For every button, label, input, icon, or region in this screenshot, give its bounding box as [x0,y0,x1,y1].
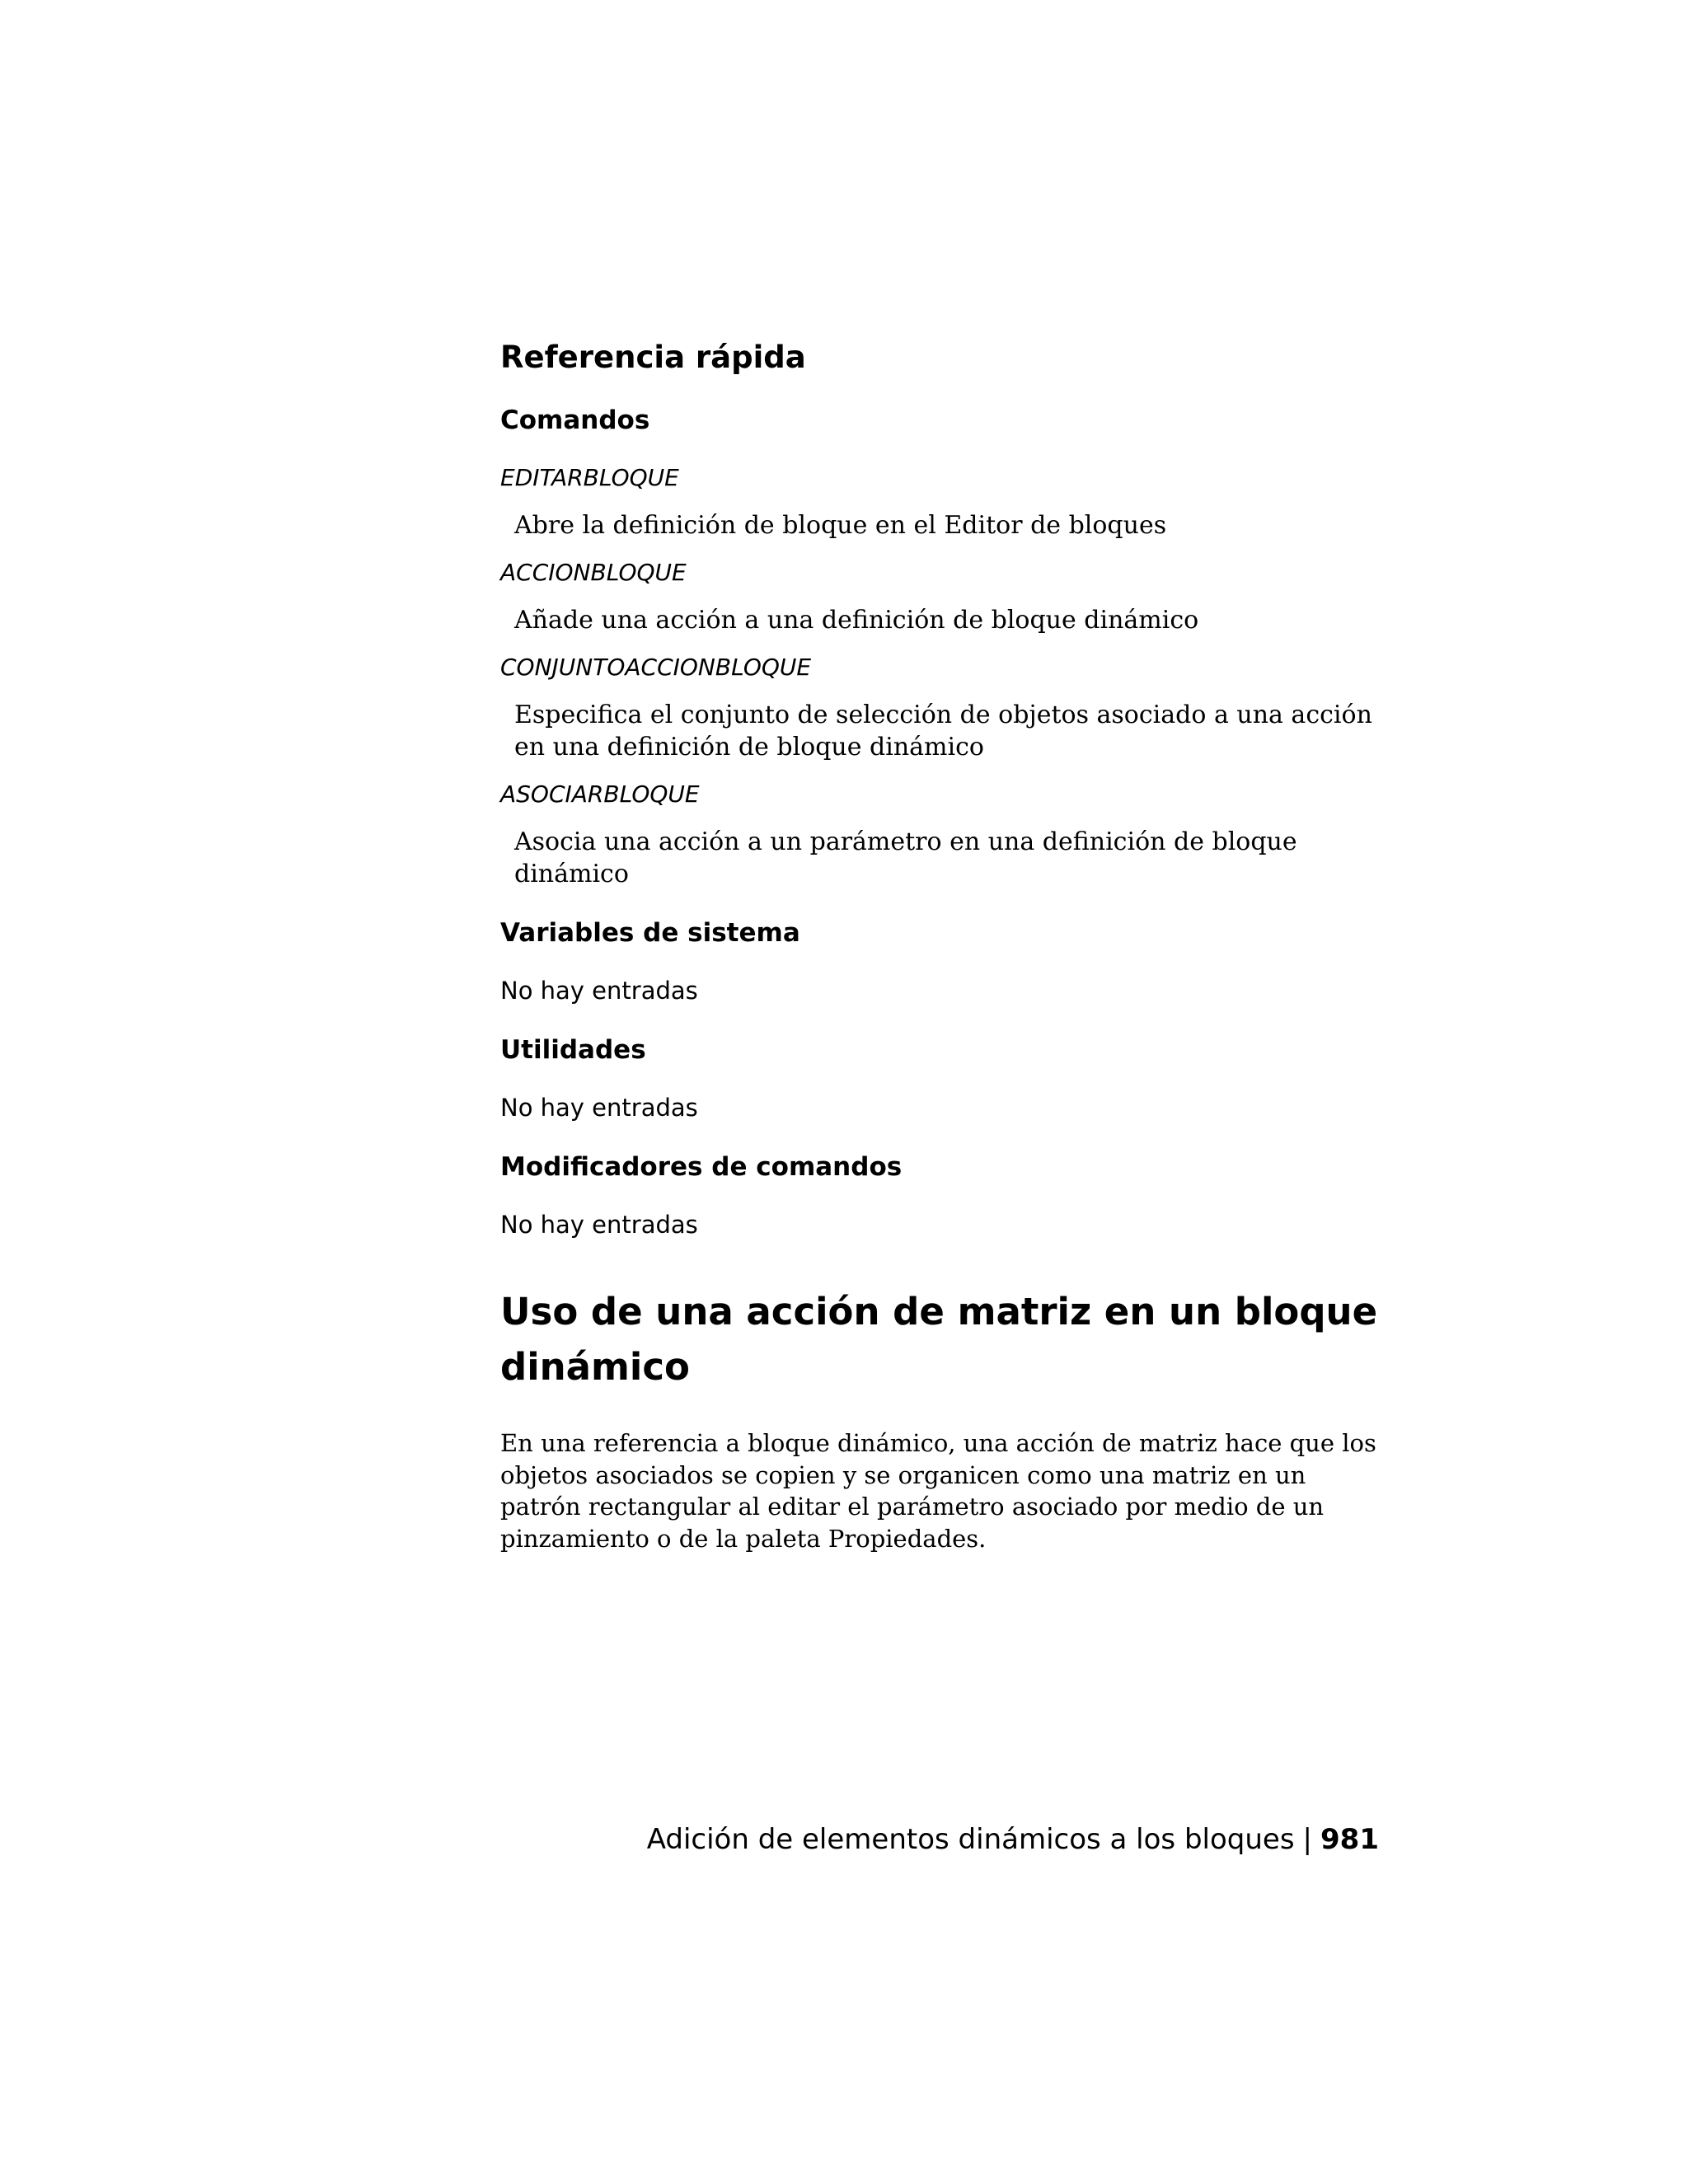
command-name: EDITARBLOQUE [500,464,679,491]
command-modifiers-heading: Modificadores de comandos [500,1152,903,1182]
command-name: ASOCIARBLOQUE [500,780,700,808]
utilities-heading: Utilidades [500,1035,646,1065]
command-name: CONJUNTOACCIONBLOQUE [500,654,812,681]
section-title: Uso de una acción de matriz en un bloque dinámico [500,1290,1378,1389]
system-variables-text: No hay entradas [500,977,698,1005]
command-description: Añade una acción a una definición de bloque dinámico [514,606,1199,635]
commands-heading: Comandos [500,405,650,435]
command-description: Abre la definición de bloque en el Editor de bloques [514,511,1167,540]
command-modifiers-text: No hay entradas [500,1211,698,1239]
system-variables-heading: Variables de sistema [500,918,800,948]
section-body: En una referencia a bloque dinámico, una acción de matriz hace que los objetos asociados se copien y se organicen como una matriz en un patrón rectangular al editar el parámetro asociado por medio de un pinzamiento o de la paleta Propiedades. [500,1429,1376,1553]
page-content [500,338,1382,1554]
command-name: ACCIONBLOQUE [500,559,687,586]
page-footer [647,1821,1379,1858]
footer-separator: | [1302,1823,1313,1856]
page-number: 981 [1320,1823,1379,1856]
quick-reference-heading: Referencia rápida [500,340,806,375]
command-description: Asocia una acción a un parámetro en una definición de bloque dinámico [514,827,1297,888]
utilities-text: No hay entradas [500,1094,698,1122]
command-description: Especifica el conjunto de selección de objetos asociado a una acción en una definición de bloque dinámico [514,701,1372,762]
footer-chapter-title: Adición de elementos dinámicos a los bloques [646,1823,1295,1856]
